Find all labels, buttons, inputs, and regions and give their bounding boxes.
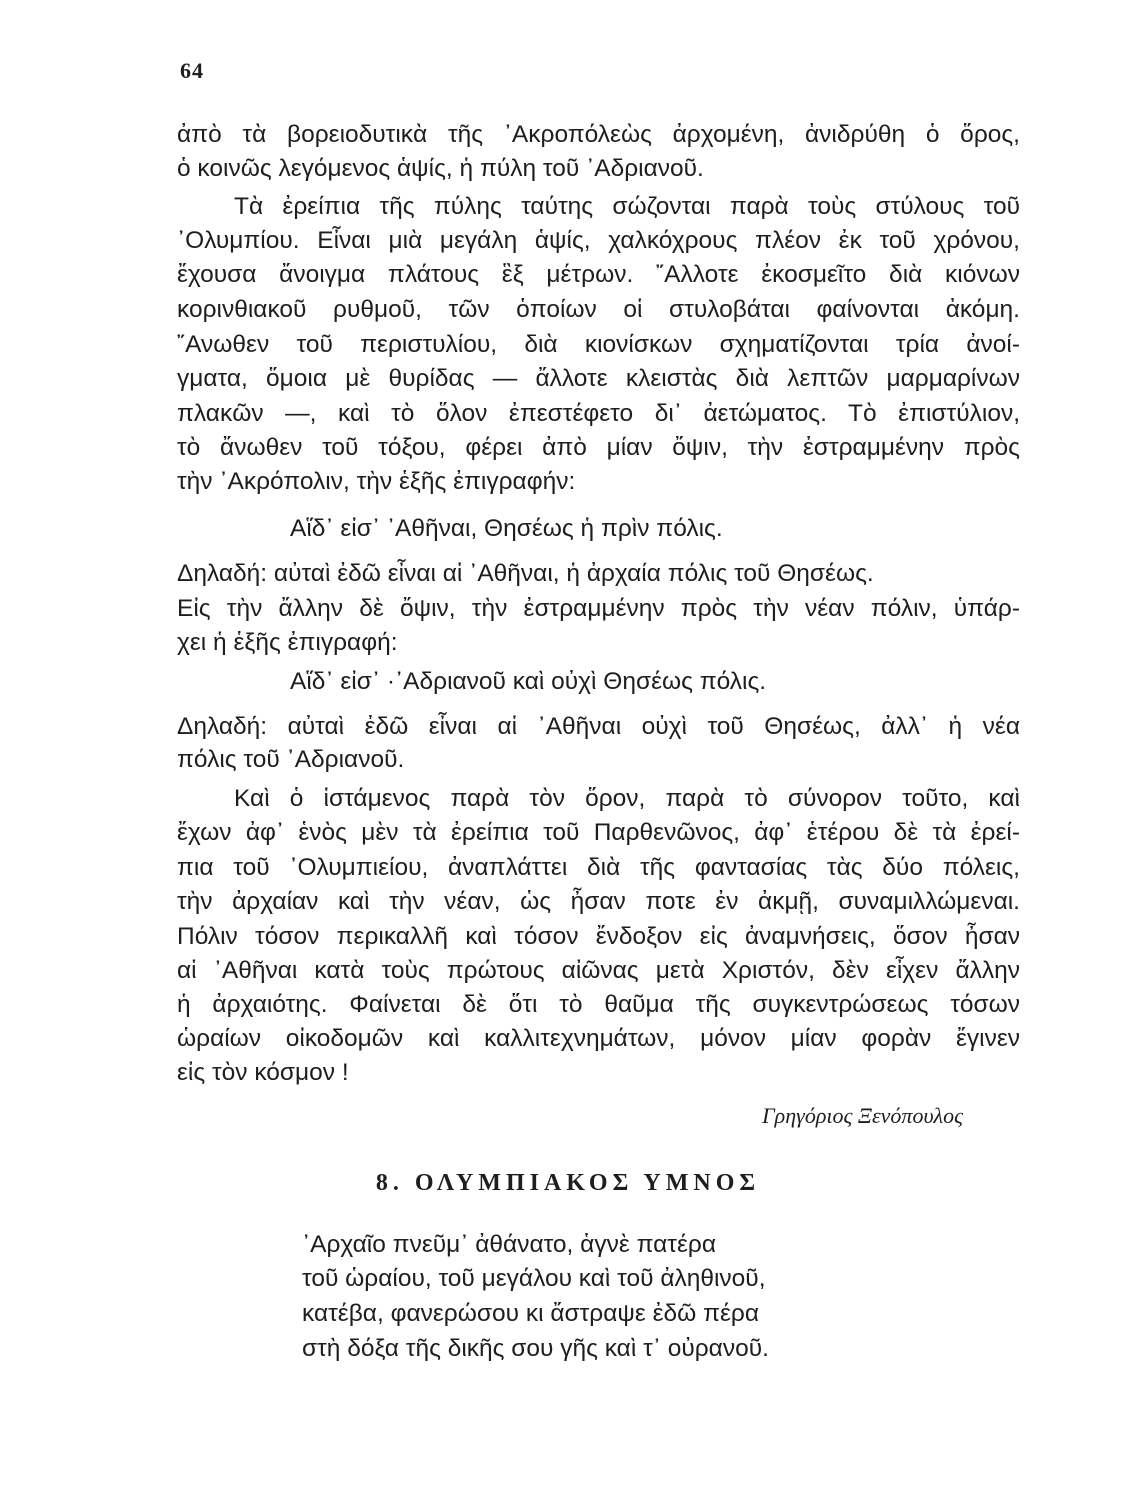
text-line: τὴν ᾿Ακρόπολιν, τὴν ἑξῆς ἐπιγραφήν: [177, 468, 576, 495]
text-line: ἀπὸ τὰ βορειοδυτικὰ τῆς ᾿Ακροπόλεὼς ἀρχομένη, ἀνιδρύθη ὁ ὅρος, [177, 121, 1020, 148]
poem-line: ᾿Αρχαῖο πνεῦμ᾿ ἀθάνατο, ἁγνὲ πατέρα [302, 1231, 716, 1258]
text-line: χει ἡ ἑξῆς ἐπιγραφή: [177, 629, 398, 656]
text-line: ἔχων ἀφ᾿ ἑνὸς μὲν τὰ ἐρείπια τοῦ Παρθενῶνος, ἀφ᾿ ἑτέρου δὲ τὰ ἐρεί- [177, 819, 1020, 846]
text-line: πλακῶν —, καὶ τὸ ὅλον ἐπεστέφετο δι᾿ ἀετώματος. Τὸ ἐπιστύλιον, [177, 400, 1020, 427]
text-line: ἡ ἀρχαιότης. Φαίνεται δὲ ὅτι τὸ θαῦμα τῆς συγκεντρώσεως τόσων [177, 991, 1020, 1018]
text-line: ῎Ανωθεν τοῦ περιστυλίου, διὰ κιονίσκων σχηματίζονται τρία ἀνοί- [177, 331, 1020, 358]
text-line: Πόλιν τόσον περικαλλῆ καὶ τόσον ἔνδοξον εἰς ἀναμνήσεις, ὅσον ἦσαν [177, 923, 1020, 950]
text-line: κορινθιακοῦ ρυθμοῦ, τῶν ὁποίων οἱ στυλοβάται φαίνονται ἀκόμη. [177, 296, 1020, 323]
inscription-line: Αἵδ᾿ εἰσ᾿ ᾿Αθῆναι, Θησέως ἡ πρὶν πόλις. [290, 515, 723, 542]
text-line: γματα, ὅμοια μὲ θυρίδας — ἄλλοτε κλειστὰς διὰ λεπτῶν μαρμαρίνων [177, 365, 1020, 392]
poem-line: στὴ δόξα τῆς δικῆς σου γῆς καὶ τ᾿ οὐρανοῦ. [302, 1335, 769, 1362]
text-line: ἔχουσα ἄνοιγμα πλάτους ἓξ μέτρων. ῎Αλλοτε ἐκοσμεῖτο διὰ κιόνων [177, 261, 1020, 288]
text-line: ὁ κοινῶς λεγόμενος ἁψίς, ἡ πύλη τοῦ ᾿Αδριανοῦ. [177, 155, 704, 182]
section-heading: 8. ΟΛΥΜΠΙΑΚΟΣ ΥΜΝΟΣ [375, 1170, 761, 1196]
text-line: Δηλαδή: αὐταὶ ἐδῶ εἶναι αἱ ᾿Αθῆναι, ἡ ἀρχαία πόλις τοῦ Θησέως. [177, 560, 874, 587]
text-line: Εἰς τὴν ἄλλην δὲ ὄψιν, τὴν ἐστραμμένην πρὸς τὴν νέαν πόλιν, ὑπάρ- [177, 595, 1020, 622]
text-line: Καὶ ὁ ἱστάμενος παρὰ τὸν ὅρον, παρὰ τὸ σύνορον τοῦτο, καὶ [234, 785, 1020, 812]
author-signature: Γρηγόριος Ξενόπουλος [762, 1103, 963, 1128]
poem-line: τοῦ ὡραίου, τοῦ μεγάλου καὶ τοῦ ἀληθινοῦ, [302, 1265, 766, 1292]
text-line: εἰς τὸν κόσμον ! [177, 1059, 349, 1086]
text-line: Τὰ ἐρείπια τῆς πύλης ταύτης σώζονται παρὰ τοὺς στύλους τοῦ [234, 193, 1020, 220]
poem-line: κατέβα, φανερώσου κι ἄστραψε ἐδῶ πέρα [302, 1300, 760, 1327]
text-line: αἱ ᾿Αθῆναι κατὰ τοὺς πρώτους αἰῶνας μετὰ Χριστόν, δὲν εἶχεν ἄλλην [177, 957, 1020, 984]
page-number: 64 [180, 58, 204, 83]
text-line: πια τοῦ ᾿Ολυμπιείου, ἀναπλάττει διὰ τῆς φαντασίας τὰς δύο πόλεις, [177, 854, 1020, 881]
text-line: ὡραίων οἰκοδομῶν καὶ καλλιτεχνημάτων, μόνον μίαν φορὰν ἔγινεν [177, 1025, 1020, 1052]
text-line: Δηλαδή: αὐταὶ ἐδῶ εἶναι αἱ ᾿Αθῆναι οὐχὶ τοῦ Θησέως, ἀλλ᾿ ἡ νέα [177, 713, 1020, 740]
text-line: πόλις τοῦ ᾿Αδριανοῦ. [177, 746, 405, 773]
text-line: τὸ ἄνωθεν τοῦ τόξου, φέρει ἀπὸ μίαν ὄψιν, τὴν ἐστραμμένην πρὸς [177, 434, 1020, 461]
text-line: ᾿Ολυμπίου. Εἶναι μιὰ μεγάλη ἁψίς, χαλκόχρους πλέον ἐκ τοῦ χρόνου, [177, 227, 1020, 254]
text-line: τὴν ἀρχαίαν καὶ τὴν νέαν, ὡς ἦσαν ποτε ἐν ἀκμῇ, συναμιλλώμεναι. [177, 888, 1020, 915]
inscription-line: Αἵδ᾿ εἰσ᾿ ·᾿Αδριανοῦ καὶ οὐχὶ Θησέως πόλις. [290, 668, 767, 695]
